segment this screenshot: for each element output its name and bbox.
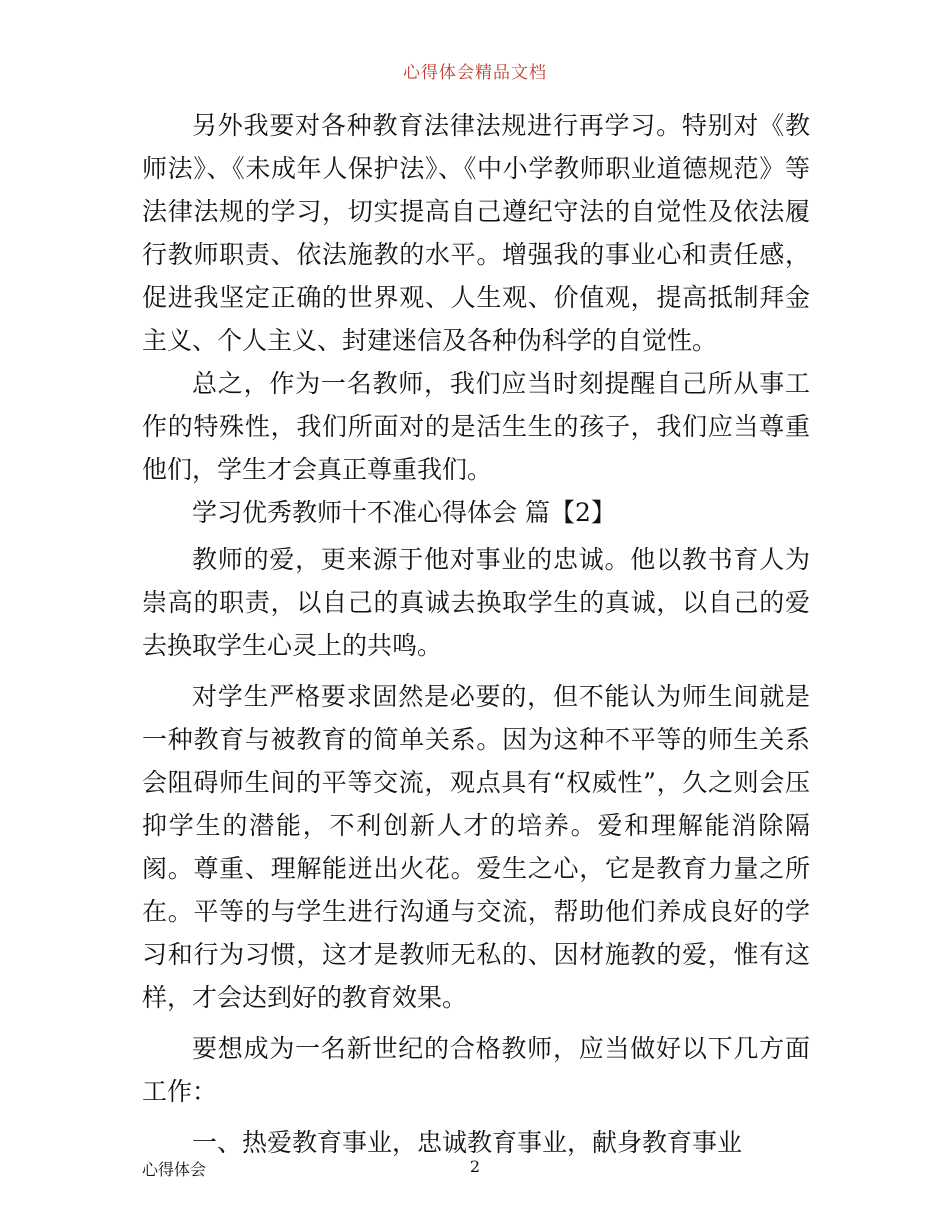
paragraph-laws-study: 另外我要对各种教育法律法规进行再学习。特别对《教师法》、《未成年人保护法》、《中小学教师职业道德规范》等法律法规的学习，切实提高自己遵纪守法的自觉性及依法履行教师职责、依法施教的水平。增强我的事业心和责任感，促进我坚定正确的世界观、人生观、价值观，提高抵制拜金主义、个人主义、封建迷信及各种伪科学的自觉性。 xyxy=(142,111,810,355)
page-number: 2 xyxy=(469,1157,481,1176)
document-body xyxy=(142,104,810,1172)
paragraph-conclusion: 总之，作为一名教师，我们应当时刻提醒自己所从事工作的特殊性，我们所面对的是活生生的孩子，我们应当尊重他们，学生才会真正尊重我们。 xyxy=(142,369,810,484)
paragraph-strict-requirements: 对学生严格要求固然是必要的，但不能认为师生间就是一种教育与被教育的简单关系。因为这种不平等的师生关系会阻碍师生间的平等交流，观点具有“权威性”，久之则会压抑学生的潜能，不利创新人才的培养。爱和理解能消除隔阂。尊重、理解能迸出火花。爱生之心，它是教育力量之所在。平等的与学生进行沟通与交流，帮助他们养成良好的学习和行为习惯，这才是教师无私的、因材施教的爱，惟有这样，才会达到好的教育效果。 xyxy=(142,682,810,1012)
page-header-title: 心得体会精品文档 xyxy=(403,63,547,83)
section-heading: 学习优秀教师十不准心得体会 篇【2】 xyxy=(192,498,616,527)
paragraph-teacher-love: 教师的爱，更来源于他对事业的忠诚。他以教书育人为崇高的职责，以自己的真诚去换取学生的真诚，以自己的爱去换取学生心灵上的共鸣。 xyxy=(142,545,810,660)
paragraph-point-one: 一、热爱教育事业，忠诚教育事业，献身教育事业 xyxy=(192,1128,743,1157)
paragraph-qualified-teacher: 要想成为一名新世纪的合格教师，应当做好以下几方面工作： xyxy=(142,1034,810,1106)
footer-label: 心得体会 xyxy=(142,1160,207,1179)
